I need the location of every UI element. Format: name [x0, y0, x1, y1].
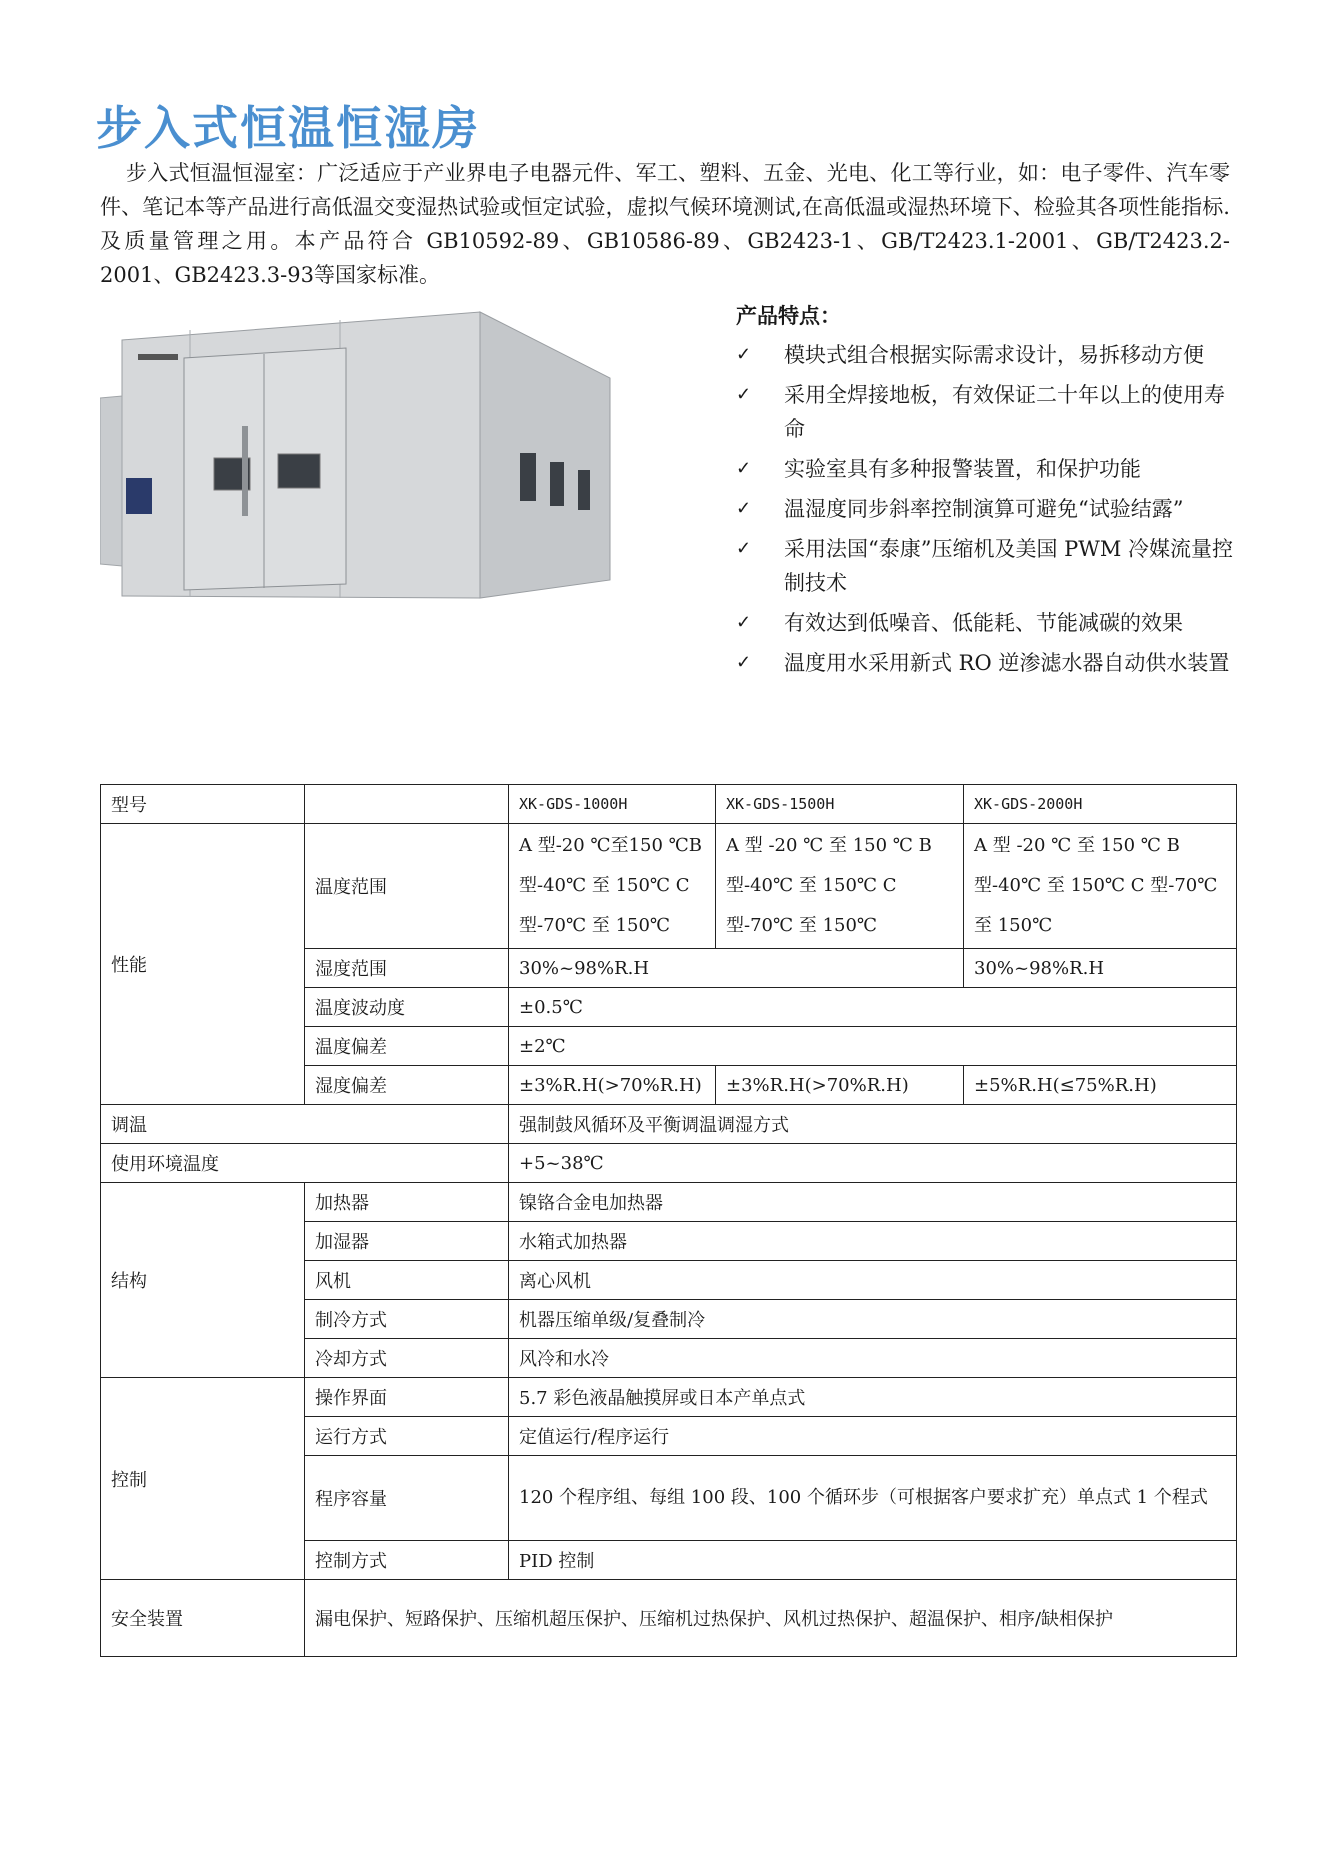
model-label: 型号 [101, 785, 305, 824]
table-row [101, 1144, 1237, 1183]
regulation-value: 强制鼓风循环及平衡调温调湿方式 [509, 1105, 1237, 1144]
feature-item: ✓ 温度用水采用新式 RO 逆渗滤水器自动供水装置 [736, 646, 1236, 680]
humidity-dev-1500h: ±3%R.H(>70%R.H) [716, 1066, 964, 1105]
temp-range-label: 温度范围 [305, 824, 509, 949]
table-row [101, 1183, 1237, 1222]
capacity-label: 程序容量 [305, 1456, 509, 1541]
structure-row-label: 加湿器 [305, 1222, 509, 1261]
structure-row-value: 风冷和水冷 [509, 1339, 1237, 1378]
check-icon: ✓ [736, 344, 752, 365]
empty-cell [305, 785, 509, 824]
table-row [101, 1580, 1237, 1657]
regulation-label: 调温 [101, 1105, 509, 1144]
run-mode-value: 定值运行/程序运行 [509, 1417, 1237, 1456]
structure-row-label: 加热器 [305, 1183, 509, 1222]
method-label: 控制方式 [305, 1541, 509, 1580]
model-1000h: XK-GDS-1000H [509, 785, 716, 824]
model-2000h: XK-GDS-2000H [964, 785, 1237, 824]
table-row [101, 1105, 1237, 1144]
spec-table [100, 784, 1237, 1657]
temp-range-1000h: A 型-20 ℃至150 ℃B 型-40℃ 至 150℃ C 型-70℃ 至 150℃ [509, 824, 716, 949]
structure-row-label: 制冷方式 [305, 1300, 509, 1339]
feature-item: ✓ 模块式组合根据实际需求设计，易拆移动方便 [736, 338, 1236, 372]
features-title: 产品特点： [736, 303, 841, 328]
feature-item: ✓ 有效达到低噪音、低能耗、节能减碳的效果 [736, 606, 1236, 640]
ambient-value: +5~38℃ [509, 1144, 1237, 1183]
ambient-label: 使用环境温度 [101, 1144, 509, 1183]
run-mode-label: 运行方式 [305, 1417, 509, 1456]
check-icon: ✓ [736, 458, 752, 479]
check-icon: ✓ [736, 384, 752, 405]
humidity-dev-1000h: ±3%R.H(>70%R.H) [509, 1066, 716, 1105]
structure-row-value: 机器压缩单级/复叠制冷 [509, 1300, 1237, 1339]
method-value: PID 控制 [509, 1541, 1237, 1580]
humidity-range-value: 30%~98%R.H [509, 949, 964, 988]
table-row [101, 785, 1237, 824]
structure-row-value: 水箱式加热器 [509, 1222, 1237, 1261]
temp-dev-value: ±2℃ [509, 1027, 1237, 1066]
intro-paragraph: 步入式恒温恒湿室：广泛适应于产业界电子电器元件、军工、塑料、五金、光电、化工等行业，如：电子零件、汽车零件、笔记本等产品进行高低温交变湿热试验或恒定试验，虚拟气候环境测试,在高低温或湿热环境下、检验其各项性能指标.及质量管理之用。本产品符合 GB10592-89、GB10586-89、GB2423-1、GB/T2423.1-2001、GB/T2423.2-2001、GB2423.3-93等国家标准。 [100, 161, 1230, 287]
model-1500h: XK-GDS-1500H [716, 785, 964, 824]
safety-value: 漏电保护、短路保护、压缩机超压保护、压缩机过热保护、风机过热保护、超温保护、相序/缺相保护 [305, 1580, 1237, 1657]
check-icon: ✓ [736, 652, 752, 673]
humidity-dev-2000h: ±5%R.H(≤75%R.H) [964, 1066, 1237, 1105]
humidity-range-value-2000h: 30%~98%R.H [964, 949, 1237, 988]
feature-item: ✓ 温湿度同步斜率控制演算可避免“试验结露” [736, 492, 1236, 526]
humidity-range-label: 湿度范围 [305, 949, 509, 988]
features-list [736, 338, 1236, 686]
interface-label: 操作界面 [305, 1378, 509, 1417]
structure-row-value: 镍铬合金电加热器 [509, 1183, 1237, 1222]
structure-row-label: 冷却方式 [305, 1339, 509, 1378]
safety-label: 安全装置 [101, 1580, 305, 1657]
table-row [101, 824, 1237, 949]
temp-fluct-label: 温度波动度 [305, 988, 509, 1027]
check-icon: ✓ [736, 612, 752, 633]
page-title: 步入式恒温恒湿房 [96, 101, 480, 155]
check-icon: ✓ [736, 538, 752, 559]
temp-range-1500h: A 型 -20 ℃ 至 150 ℃ B 型-40℃ 至 150℃ C 型-70℃ 至 150℃ [716, 824, 964, 949]
performance-label: 性能 [101, 824, 305, 1105]
control-label: 控制 [101, 1378, 305, 1580]
table-row [101, 1378, 1237, 1417]
interface-value: 5.7 彩色液晶触摸屏或日本产单点式 [509, 1378, 1237, 1417]
capacity-value: 120 个程序组、每组 100 段、100 个循环步（可根据客户要求扩充）单点式 1 个程式 [509, 1456, 1237, 1541]
feature-item: ✓ 采用全焊接地板，有效保证二十年以上的使用寿命 [736, 378, 1236, 446]
structure-label: 结构 [101, 1183, 305, 1378]
temp-dev-label: 温度偏差 [305, 1027, 509, 1066]
walk-in-chamber-image [100, 308, 620, 638]
structure-row-label: 风机 [305, 1261, 509, 1300]
temp-fluct-value: ±0.5℃ [509, 988, 1237, 1027]
structure-row-value: 离心风机 [509, 1261, 1237, 1300]
check-icon: ✓ [736, 498, 752, 519]
temp-range-2000h: A 型 -20 ℃ 至 150 ℃ B 型-40℃ 至 150℃ C 型-70℃ 至 150℃ [964, 824, 1237, 949]
humidity-dev-label: 湿度偏差 [305, 1066, 509, 1105]
feature-item: ✓ 采用法国“泰康”压缩机及美国 PWM 冷媒流量控制技术 [736, 532, 1236, 600]
feature-item: ✓ 实验室具有多种报警装置，和保护功能 [736, 452, 1236, 486]
